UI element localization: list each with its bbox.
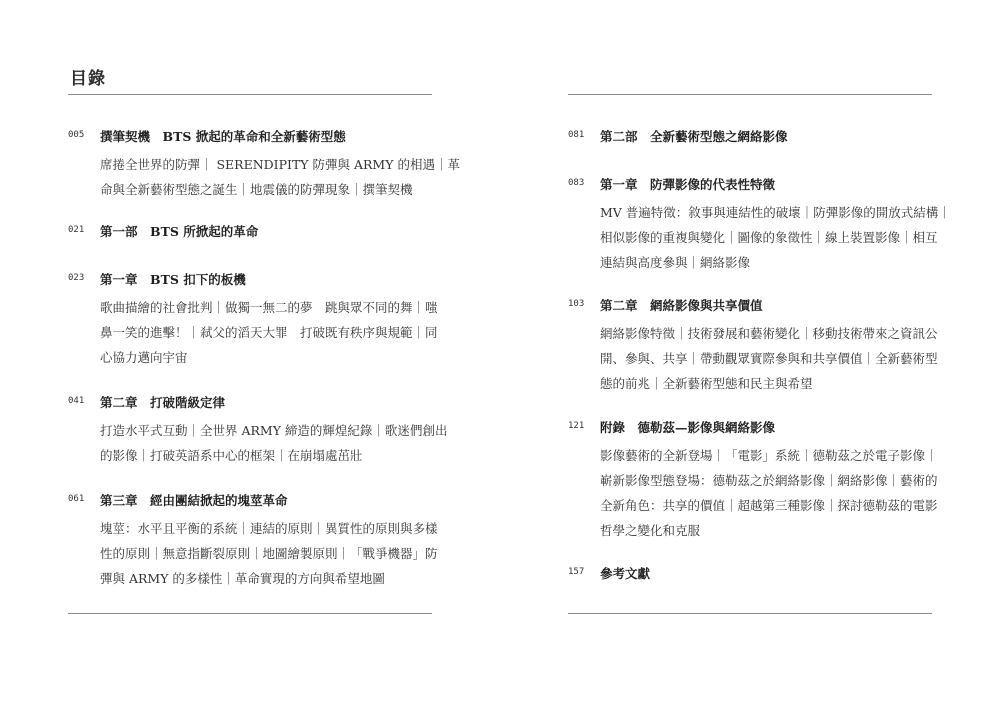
page-number: 005 <box>68 130 85 140</box>
subtopic-line: 連結與高度參與｜網絡影像 <box>600 255 751 270</box>
toc-subtopics <box>100 516 436 591</box>
toc-heading: 第一章 防彈影像的代表性特徵 <box>600 177 776 192</box>
toc-subtopics <box>100 152 460 202</box>
subtopic-line: MV 普遍特徵：敘事與連結性的破壞｜防彈影像的開放式結構｜ <box>600 205 951 220</box>
subtopic-line: 性的原則｜無意指斷裂原則｜地圖繪製原則｜「戰爭機器」防 <box>100 546 438 561</box>
toc-heading: 第一章 BTS 扣下的板機 <box>100 272 246 287</box>
toc-heading: 第二部 全新藝術型態之網絡影像 <box>600 129 788 144</box>
toc-heading: 附錄 德勒茲—影像與網絡影像 <box>600 420 776 435</box>
subtopic-line: 開、參與、共享｜帶動觀眾實際參與和共享價值｜全新藝術型 <box>600 351 938 366</box>
bottom-rule-right <box>568 613 932 614</box>
toc-heading: 撰筆契機 BTS 掀起的革命和全新藝術型態 <box>100 129 346 144</box>
bottom-rule-left <box>68 613 432 614</box>
subtopic-line: 打造水平式互動｜全世界 ARMY 締造的輝煌紀錄｜歌迷們創出 <box>100 423 448 438</box>
subtopic-line: 歌曲描繪的社會批判｜做獨一無二的夢 跳與眾不同的舞｜嗤 <box>100 300 438 315</box>
toc-heading: 第一部 BTS 所掀起的革命 <box>100 224 259 239</box>
page-number: 023 <box>68 273 85 283</box>
toc-heading: 參考文獻 <box>600 566 651 581</box>
toc-subtopics <box>600 443 936 543</box>
toc-heading: 第二章 打破階級定律 <box>100 395 226 410</box>
subtopic-line: 嶄新影像型態登場：德勒茲之於網絡影像｜網絡影像｜藝術的 <box>600 473 938 488</box>
toc-heading: 第三章 經由團結掀起的塊莖革命 <box>100 493 288 508</box>
page-number: 103 <box>568 299 585 309</box>
subtopic-line: 鼻一笑的進擊！｜弒父的滔天大罪 打破既有秩序與規範｜同 <box>100 325 438 340</box>
subtopic-line: 相似影像的重複與變化｜圖像的象徵性｜線上裝置影像｜相互 <box>600 230 938 245</box>
toc-subtopics <box>100 295 436 370</box>
page-title: 目錄 <box>70 69 106 89</box>
page-number: 083 <box>568 178 585 188</box>
toc-heading: 第二章 網絡影像與共享價值 <box>600 298 763 313</box>
page-number: 021 <box>68 225 85 235</box>
toc-subtopics <box>600 200 951 275</box>
top-rule-right <box>568 94 932 95</box>
subtopic-line: 塊莖：水平且平衡的系統｜連結的原則｜異質性的原則與多樣 <box>100 521 438 536</box>
subtopic-line: 網絡影像特徵｜技術發展和藝術變化｜移動技術帶來之資訊公 <box>600 326 938 341</box>
page-number: 081 <box>568 130 585 140</box>
subtopic-line: 影像藝術的全新登場｜「電影」系統｜德勒茲之於電子影像｜ <box>600 448 938 463</box>
top-rule-left <box>68 94 432 95</box>
page-number: 041 <box>68 396 85 406</box>
subtopic-line: 心協力邁向宇宙 <box>100 350 188 365</box>
subtopic-line: 態的前兆｜全新藝術型態和民主與希望 <box>600 376 813 391</box>
subtopic-line: 彈與 ARMY 的多樣性｜革命實現的方向與希望地圖 <box>100 571 385 586</box>
subtopic-line: 全新角色：共享的價值｜超越第三種影像｜探討德勒茲的電影 <box>600 498 938 513</box>
subtopic-line: 命與全新藝術型態之誕生｜地震儀的防彈現象｜撰筆契機 <box>100 182 413 197</box>
page-number: 121 <box>568 421 585 431</box>
toc-subtopics <box>100 418 448 468</box>
subtopic-line: 的影像｜打破英語系中心的框架｜在崩塌處茁壯 <box>100 448 363 463</box>
toc-subtopics <box>600 321 936 396</box>
subtopic-line: 哲學之變化和克服 <box>600 523 701 538</box>
page-number: 157 <box>568 567 585 577</box>
page-number: 061 <box>68 494 85 504</box>
subtopic-line: 席捲全世界的防彈｜ SERENDIPITY 防彈與 ARMY 的相遇｜革 <box>100 157 460 172</box>
